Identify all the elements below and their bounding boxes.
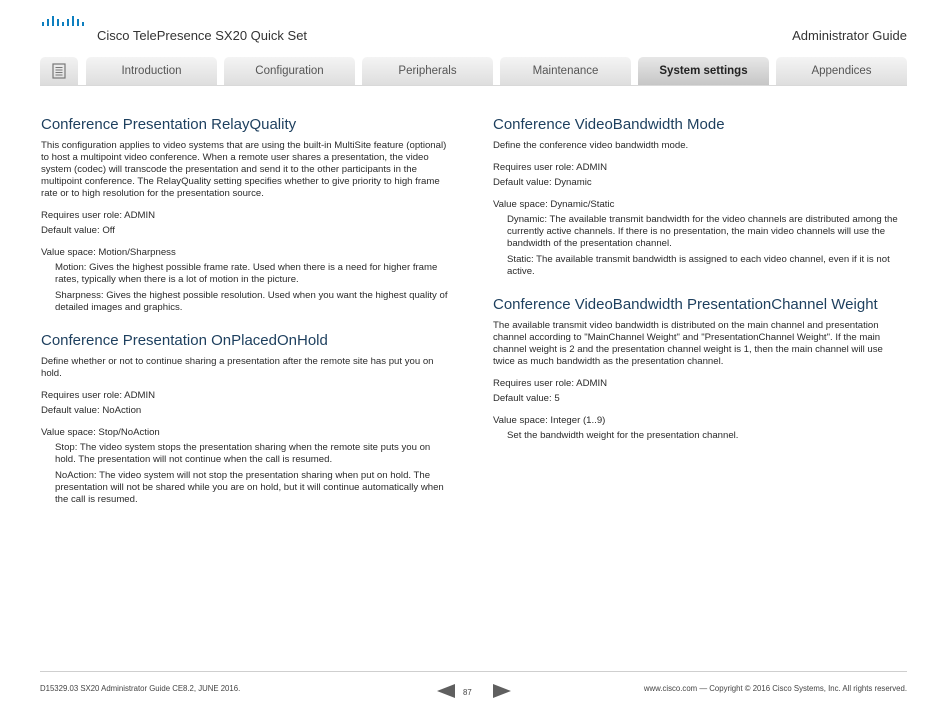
tab-configuration[interactable]: Configuration (224, 57, 355, 85)
tab-system-settings[interactable]: System settings (638, 57, 769, 85)
section-description: Define the conference video bandwidth mode. (493, 140, 689, 151)
default-value: Default value: Dynamic (493, 177, 592, 188)
tab-divider (40, 85, 907, 86)
right-column (493, 116, 905, 457)
value-option: Motion: Gives the highest possible frame rate. Used when there is a need for higher frame rates, typically when there is a lot of motion in the picture. (55, 262, 438, 285)
relayquality-section (41, 116, 453, 314)
section-description: The available transmit video bandwidth is distributed on the main channel and presentation channel according to "MainChannel Weight" and "PresentationChannel Weight". If the main channel weight is 2 and the presentation channel weight is 1, then the main channel will use twice as much bandwidth as the presentation channel. (493, 320, 883, 367)
user-role: Requires user role: ADMIN (493, 378, 608, 389)
guide-title: Administrator Guide (792, 28, 907, 43)
section-title: Conference VideoBandwidth Mode (493, 116, 725, 133)
value-option: NoAction: The video system will not stop the presentation sharing when put on hold. The presentation will not be shared while you are on hold, but it will continue automatically when the call is resumed. (55, 470, 444, 505)
videobandwidth-mode-section (493, 116, 905, 278)
value-option: Stop: The video system stops the presentation sharing when the remote site puts you on hold. The presentation will not continue when the call is resumed. (55, 442, 431, 465)
document-icon (40, 57, 78, 85)
tab-introduction[interactable]: Introduction (86, 57, 217, 85)
user-role: Requires user role: ADMIN (41, 210, 156, 221)
default-value: Default value: NoAction (41, 405, 142, 416)
default-value: Default value: 5 (493, 393, 560, 404)
tab-peripherals[interactable]: Peripherals (362, 57, 493, 85)
section-description: This configuration applies to video systems that are using the built-in MultiSite feature (optional) to host a multipoint video conference. When a remote user shares a presentation, the video system (codec) will transcode the presentation and send it to the other participants in the multipoint conference. The RelayQuality setting specifies whether to give priority to high frame rate or to high resolution for the presentation source. (41, 140, 447, 199)
document-title: Cisco TelePresence SX20 Quick Set (97, 28, 308, 43)
home-tab[interactable] (40, 57, 78, 85)
value-option: Static: The available transmit bandwidth is assigned to each video channel, even if it is not active. (507, 254, 890, 277)
footer-divider (40, 671, 907, 672)
value-option: Sharpness: Gives the highest possible resolution. Used when you want the highest quality of detailed images and graphics. (55, 290, 448, 313)
cisco-logo (40, 16, 86, 42)
onplacedonhold-section (41, 332, 453, 506)
presentationchannel-weight-section (493, 296, 905, 442)
tab-appendices[interactable]: Appendices (776, 57, 907, 85)
value-space: Value space: Integer (1..9) (493, 415, 606, 426)
section-title: Conference VideoBandwidth PresentationChannel Weight (493, 296, 878, 313)
section-title: Conference Presentation RelayQuality (41, 116, 297, 133)
left-column (41, 116, 453, 521)
value-space: Value space: Stop/NoAction (41, 427, 160, 438)
value-option: Set the bandwidth weight for the presentation channel. (507, 430, 739, 441)
tab-bar (40, 57, 907, 85)
previous-page-arrow-icon[interactable] (437, 684, 455, 698)
footer-document-id: D15329.03 SX20 Administrator Guide CE8.2, JUNE 2016. (40, 684, 241, 693)
user-role: Requires user role: ADMIN (493, 162, 608, 173)
next-page-arrow-icon[interactable] (493, 684, 511, 698)
section-description: Define whether or not to continue sharing a presentation after the remote site has put you on hold. (41, 356, 434, 379)
user-role: Requires user role: ADMIN (41, 390, 156, 401)
tab-maintenance[interactable]: Maintenance (500, 57, 631, 85)
section-title: Conference Presentation OnPlacedOnHold (41, 332, 328, 349)
value-space: Value space: Dynamic/Static (493, 199, 615, 210)
default-value: Default value: Off (41, 225, 115, 236)
value-option: Dynamic: The available transmit bandwidth for the video channels are distributed among the currently active channels. If there is no presentation, the main video channels will use the bandwidth of the presentation channel. (507, 214, 898, 249)
value-space: Value space: Motion/Sharpness (41, 247, 176, 258)
footer-copyright: www.cisco.com — Copyright © 2016 Cisco Systems, Inc. All rights reserved. (643, 684, 907, 693)
page-number: 87 (463, 688, 472, 697)
